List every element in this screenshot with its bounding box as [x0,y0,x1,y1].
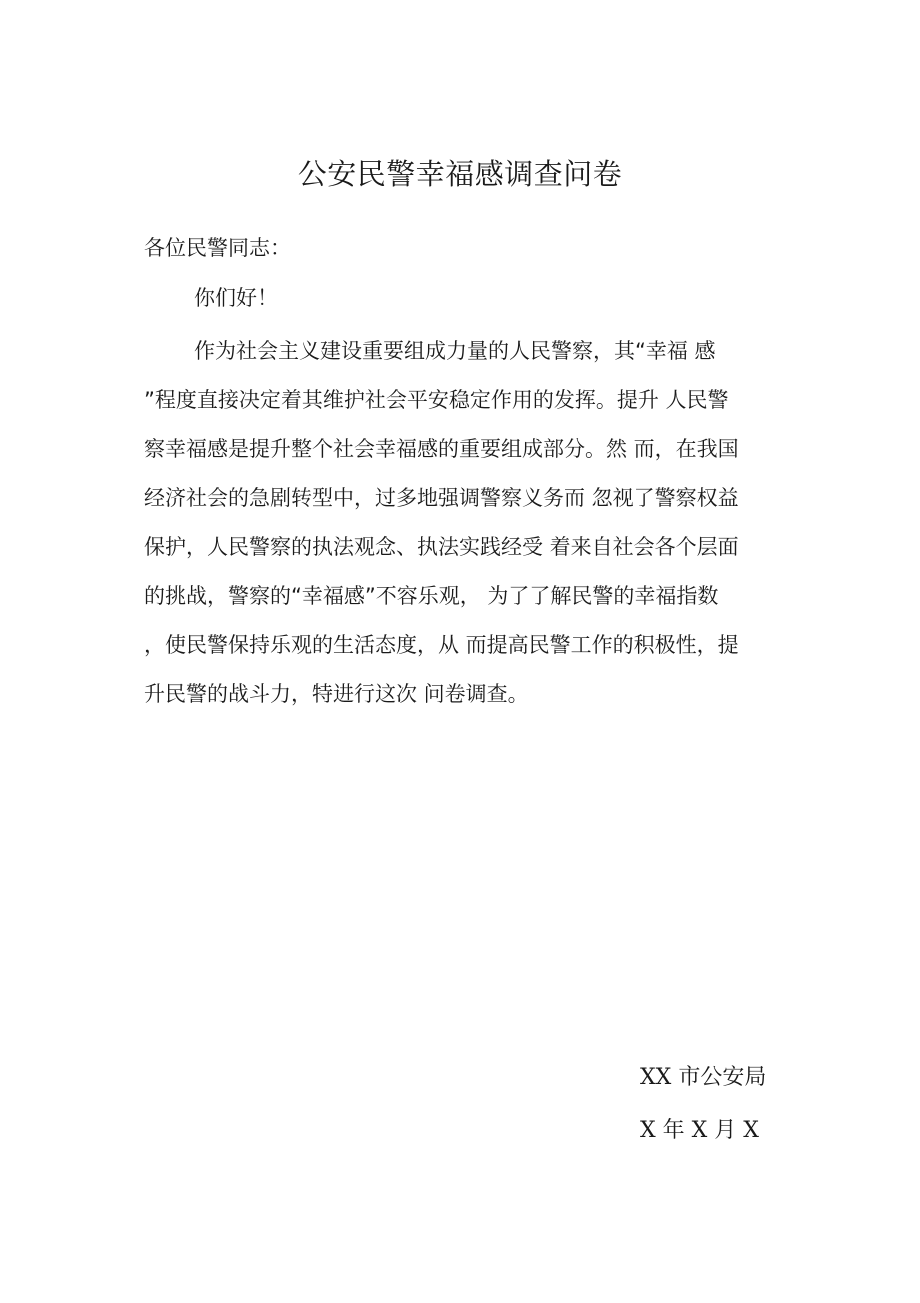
body-line: 的挑战，警察的“幸福感”不容乐观， 为了了解民警的幸福指数 [144,584,719,608]
signature-date: X 年 X 月 X [640,1118,759,1143]
page-title: 公安民警幸福感调查问卷 [297,157,623,191]
greeting: 你们好！ [194,286,278,310]
body-paragraph [144,327,784,719]
body-line: 经济社会的急剧转型中，过多地强调警察义务而 忽视了警察权益 [144,486,739,510]
body-line: 升民警的战斗力，特进行这次 问卷调查。 [144,682,529,706]
body-line: 察幸福感是提升整个社会幸福感的重要组成部分。然 而，在我国 [144,437,739,461]
body-line: 作为社会主义建设重要组成力量的人民警察，其“幸福 感 [194,339,716,363]
body-line: ，使民警保持乐观的生活态度，从 而提高民警工作的积极性，提 [144,633,739,657]
body-line: 保护，人民警察的执法观念、执法实践经受 着来自社会各个层面 [144,535,739,559]
salutation: 各位民警同志： [144,236,291,260]
body-line: ”程度直接决定着其维护社会平安稳定作用的发挥。提升 人民警 [144,388,729,412]
signature-organization: XX 市公安局 [640,1065,767,1090]
